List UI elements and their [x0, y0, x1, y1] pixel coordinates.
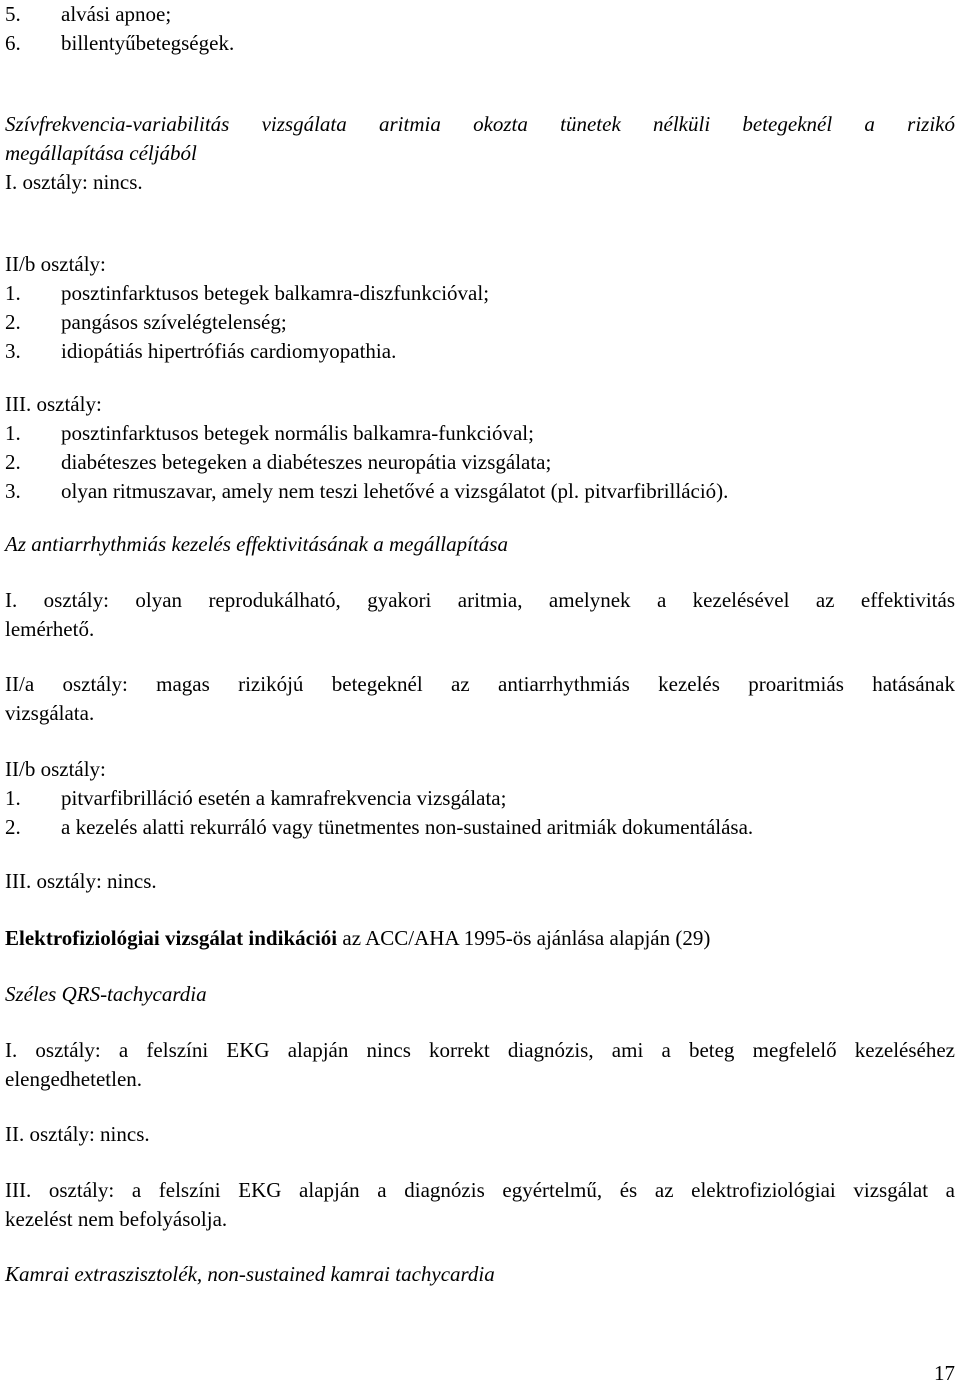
list-text: billentyűbetegségek. [61, 31, 235, 55]
antiarrhythmic-class3 [5, 867, 955, 896]
vent-heading [5, 1260, 955, 1289]
ep-class3-line1: III. osztály: a felszíni EKG alapján a diagnózis egyértelmű, és az elektrofiziológiai vizsgálat a [5, 1178, 955, 1202]
list-number: 3. [5, 339, 21, 363]
list-number: 1. [5, 281, 21, 305]
antiarrhythmic-class3-text: III. osztály: nincs. [5, 869, 157, 893]
ep-heading-line [5, 924, 955, 953]
hrv-class3-label: III. osztály: [5, 392, 102, 416]
list-number: 5. [5, 2, 21, 26]
list-text: alvási apnoe; [61, 2, 172, 26]
list-text: olyan ritmuszavar, amely nem teszi lehetővé a vizsgálatot (pl. pitvarfibrilláció). [61, 479, 729, 503]
list-item [5, 784, 955, 813]
hrv-heading-line2: megállapítása céljából [5, 141, 197, 165]
list-item [5, 419, 955, 448]
antiarrhythmic-class2b [5, 755, 955, 842]
list-item [5, 448, 955, 477]
ep-class2-text: II. osztály: nincs. [5, 1122, 150, 1146]
ep-class2 [5, 1120, 955, 1149]
hrv-class3 [5, 390, 955, 506]
list-item [5, 279, 955, 308]
top-list [5, 0, 955, 58]
antiarrhythmic-heading-text: Az antiarrhythmiás kezelés effektivitásának a megállapítása [5, 532, 508, 556]
hrv-heading [5, 110, 955, 168]
list-item [5, 477, 955, 506]
list-number: 2. [5, 450, 21, 474]
list-text: pitvarfibrilláció esetén a kamrafrekvencia vizsgálata; [61, 786, 507, 810]
list-text: idiopátiás hipertrófiás cardiomyopathia. [61, 339, 397, 363]
list-number: 2. [5, 310, 21, 334]
hrv-heading-line1: Szívfrekvencia-variabilitás vizsgálata aritmia okozta tünetek nélküli betegeknél a rizikó [5, 112, 955, 136]
ep-heading-rest: az ACC/AHA 1995-ös ajánlása alapján (29) [337, 926, 711, 950]
ep-class3-line2: kezelést nem befolyásolja. [5, 1207, 228, 1231]
list-number: 1. [5, 786, 21, 810]
list-text: a kezelés alatti rekurráló vagy tünetmentes non-sustained aritmiák dokumentálása. [61, 815, 754, 839]
hrv-class2b-label: II/b osztály: [5, 252, 106, 276]
antiarrhythmic-class2a-line2: vizsgálata. [5, 701, 95, 725]
list-number: 3. [5, 479, 21, 503]
ep-heading-bold: Elektrofiziológiai vizsgálat indikációi [5, 926, 338, 950]
antiarrhythmic-class2a [5, 670, 955, 728]
hrv-class2b [5, 250, 955, 366]
page-number: 17 [934, 1361, 955, 1385]
list-item [5, 813, 955, 842]
list-item [5, 308, 955, 337]
antiarrhythmic-heading [5, 530, 955, 559]
antiarrhythmic-class1-line2: lemérhető. [5, 617, 95, 641]
hrv-class1 [5, 168, 955, 197]
vent-heading-text: Kamrai extraszisztolék, non-sustained kamrai tachycardia [5, 1262, 495, 1286]
list-item [5, 29, 955, 58]
list-number: 6. [5, 31, 21, 55]
antiarrhythmic-class2b-label: II/b osztály: [5, 757, 106, 781]
list-number: 2. [5, 815, 21, 839]
list-text: posztinfarktusos betegek balkamra-diszfunkcióval; [61, 281, 490, 305]
wide-qrs-heading [5, 980, 955, 1009]
antiarrhythmic-class1-line1: I. osztály: olyan reprodukálható, gyakori aritmia, amelynek a kezelésével az effektivitás [5, 588, 955, 612]
ep-class3 [5, 1176, 955, 1234]
ep-class1-line1: I. osztály: a felszíni EKG alapján nincs korrekt diagnózis, ami a beteg megfelelő kezeléséhez [5, 1038, 955, 1062]
wide-qrs-heading-text: Széles QRS-tachycardia [5, 982, 207, 1006]
antiarrhythmic-class2a-line1: II/a osztály: magas rizikójú betegeknél az antiarrhythmiás kezelés proaritmiás hatásának [5, 672, 955, 696]
list-item [5, 0, 955, 29]
list-text: pangásos szívelégtelenség; [61, 310, 287, 334]
hrv-class1-text: I. osztály: nincs. [5, 170, 143, 194]
list-text: posztinfarktusos betegek normális balkamra-funkcióval; [61, 421, 534, 445]
list-item [5, 337, 955, 366]
antiarrhythmic-class1 [5, 586, 955, 644]
list-text: diabéteszes betegeken a diabéteszes neuropátia vizsgálata; [61, 450, 552, 474]
ep-class1 [5, 1036, 955, 1094]
list-number: 1. [5, 421, 21, 445]
ep-class1-line2: elengedhetetlen. [5, 1067, 143, 1091]
ep-heading [5, 924, 955, 953]
